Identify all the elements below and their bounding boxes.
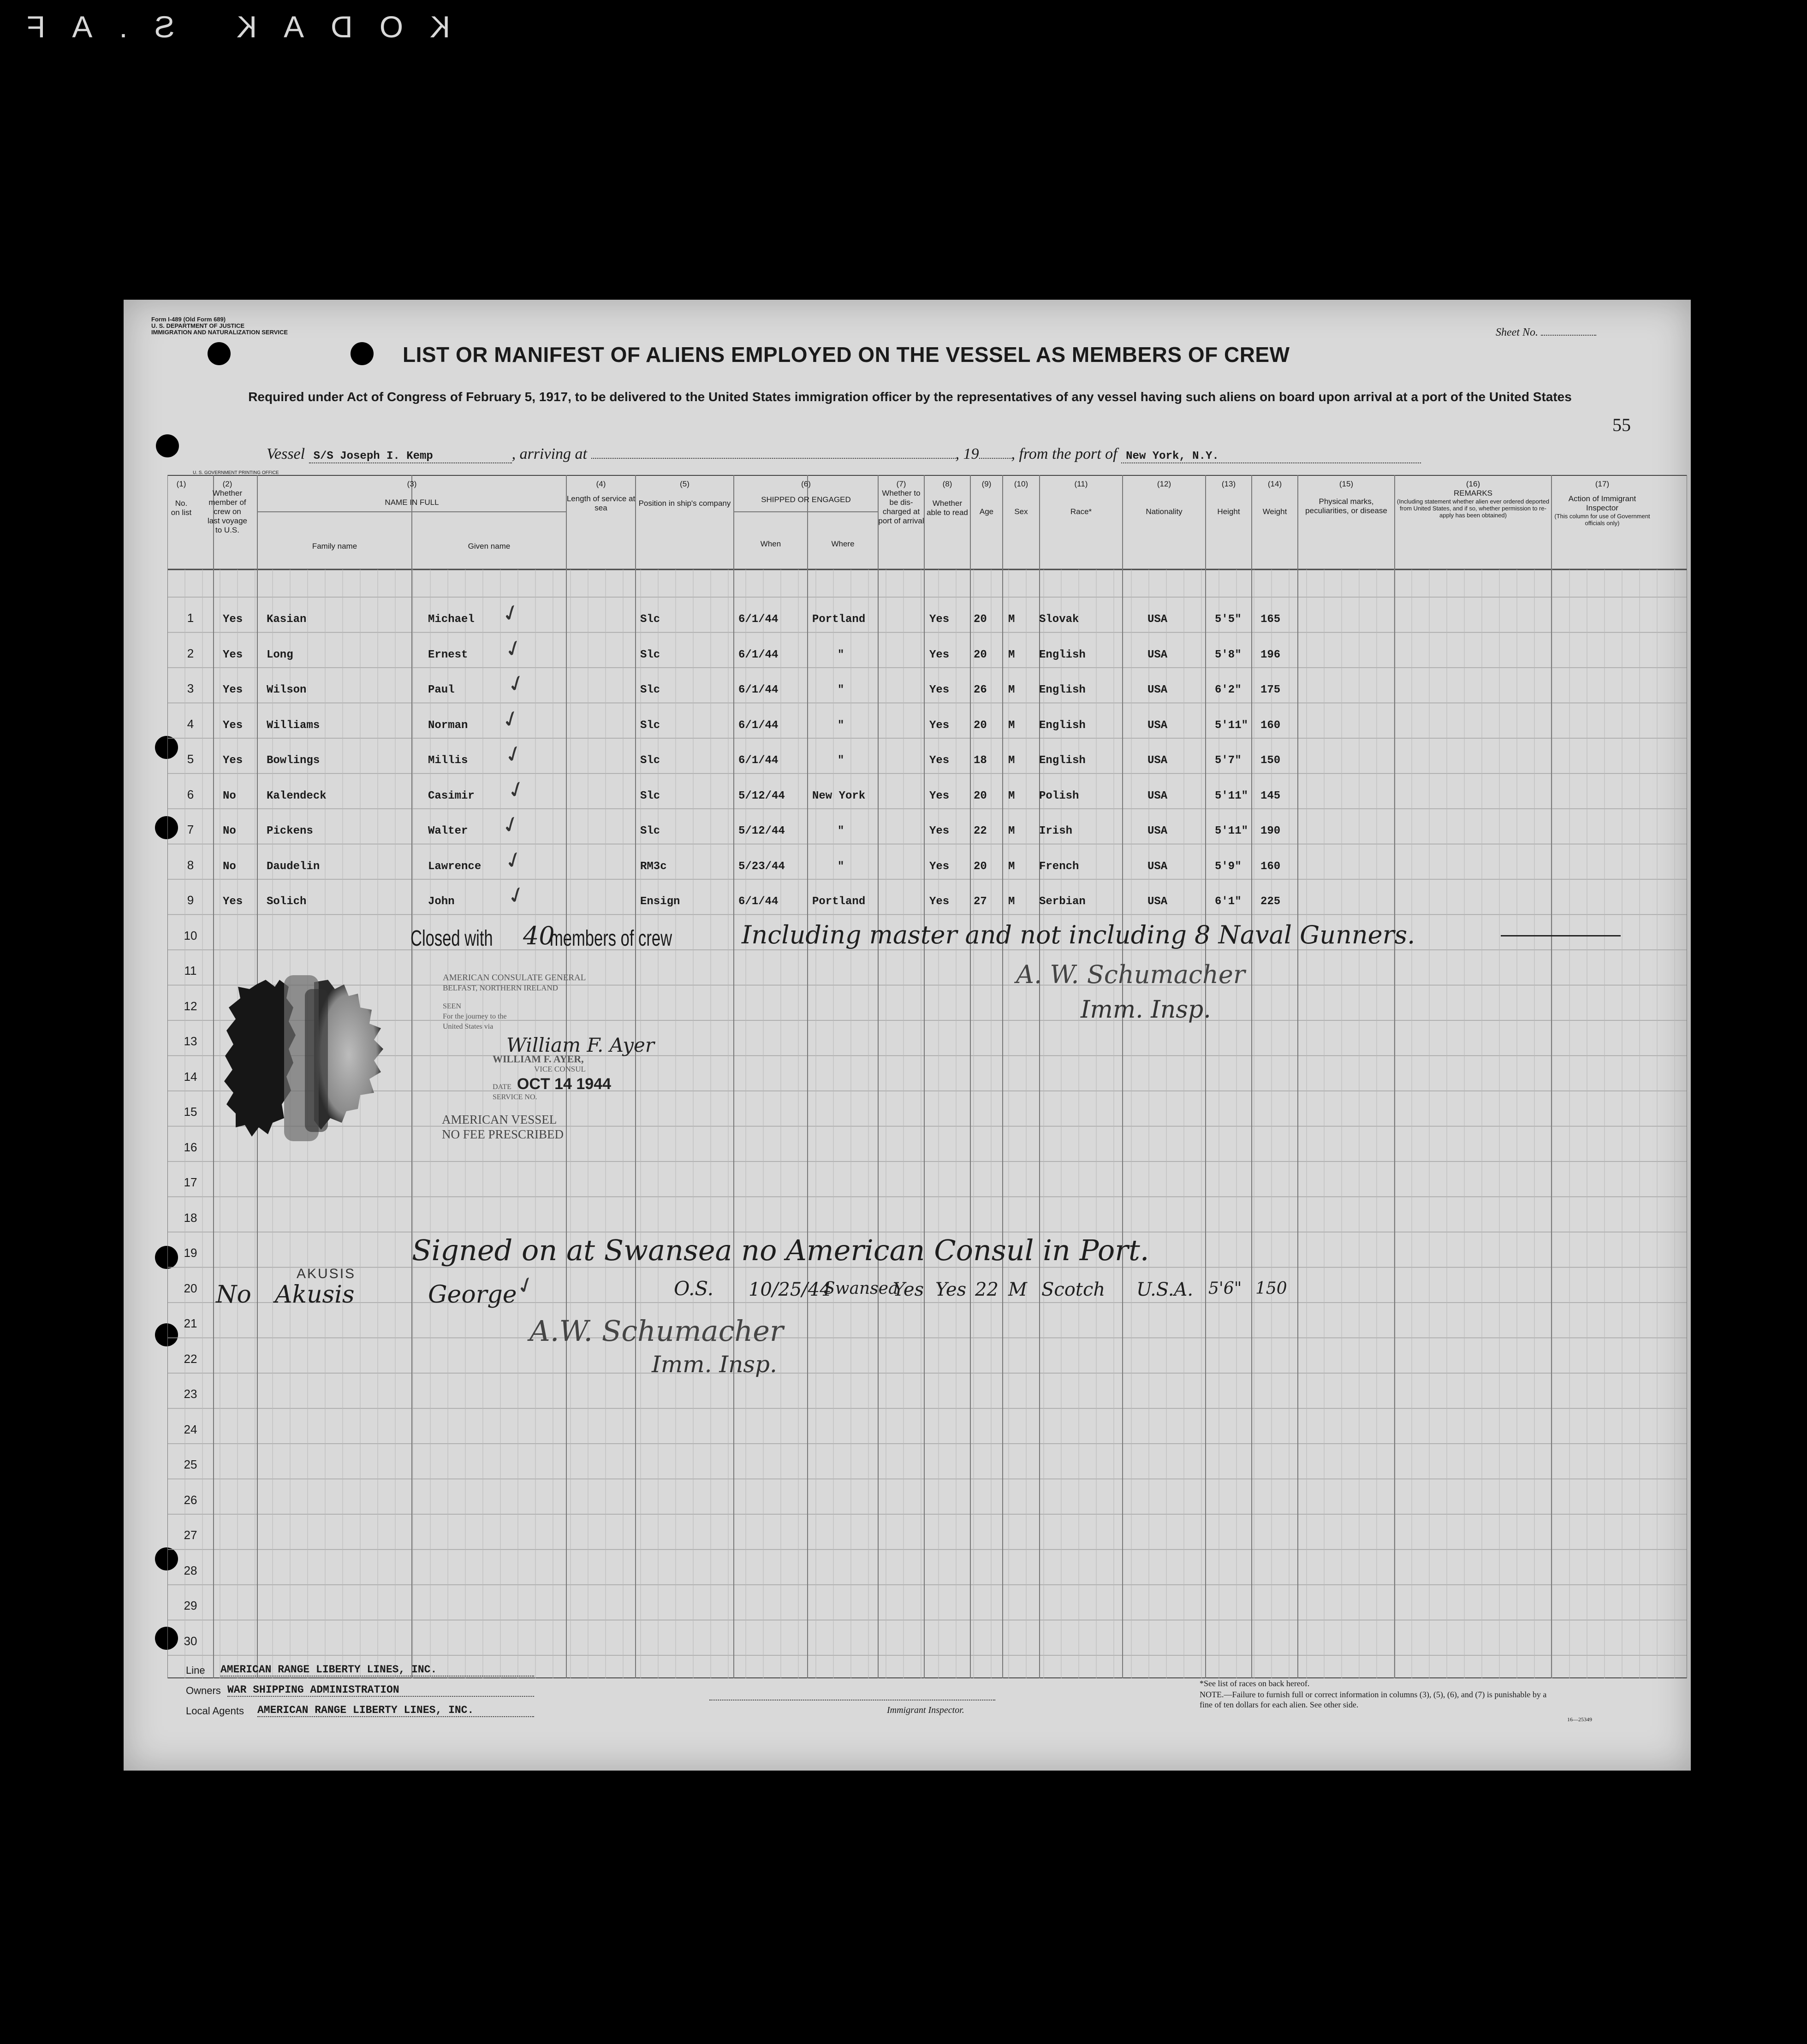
col-label: Age: [979, 507, 994, 516]
crew-height-cell: 5'11": [1215, 825, 1248, 837]
crew-height-cell: 5'8": [1215, 648, 1242, 661]
row-number: 24: [184, 1422, 197, 1436]
col-number: (4): [596, 480, 606, 488]
crew-sex-cell: M: [1008, 648, 1015, 661]
crew-position-cell: Slc: [640, 825, 660, 837]
crew-race-cell: Irish: [1039, 825, 1073, 837]
added-entry-age: 22: [975, 1279, 999, 1300]
crew-given-cell: Ernest: [428, 648, 468, 661]
col-17-header: [1551, 480, 1653, 527]
crew-sex-cell: M: [1008, 684, 1015, 696]
crew-family-cell: Kasian: [267, 613, 307, 626]
row-number: 17: [184, 1175, 197, 1189]
form-code: 16—25349: [1567, 1716, 1592, 1723]
stamp-date-label: DATE: [493, 1083, 511, 1091]
crew-read-cell: Yes: [929, 613, 950, 626]
col-14-header: [1252, 480, 1298, 516]
closing-stamp-text-2: members of crew: [550, 926, 672, 951]
added-entry-where: Swansea: [824, 1279, 898, 1298]
crew-age-cell: 22: [974, 825, 987, 837]
added-entry-read: Yes: [935, 1279, 967, 1300]
crew-read-cell: Yes: [929, 860, 950, 873]
crew-weight-cell: 145: [1260, 789, 1281, 802]
col-number: (10): [1014, 480, 1028, 488]
crew-weight-cell: 225: [1260, 895, 1281, 908]
col-label: No. on list: [171, 499, 192, 517]
added-entry-position: O.S.: [674, 1277, 713, 1300]
row-number: 16: [184, 1140, 197, 1154]
added-entry-prev-voyage: No: [216, 1281, 251, 1309]
row-number: 19: [184, 1246, 197, 1260]
owners-value: WAR SHIPPING ADMINISTRATION: [227, 1684, 534, 1697]
col-number: (7): [896, 480, 906, 488]
checkmark-icon: ✓: [503, 880, 530, 911]
crew-prev-cell: Yes: [223, 719, 243, 732]
closing-dash-line: [1501, 935, 1621, 936]
crew-weight-cell: 160: [1260, 860, 1281, 873]
crew-position-cell: Ensign: [640, 895, 680, 908]
page-number: 55: [1612, 415, 1631, 435]
sheet-number-label: Sheet No.: [1496, 326, 1538, 338]
checkmark-icon: ✓: [500, 633, 527, 664]
col-number: (12): [1157, 480, 1171, 488]
row-number: 5: [187, 752, 194, 766]
vice-consul-signature: William F. Ayer: [506, 1034, 654, 1056]
row-number: 23: [184, 1387, 197, 1401]
crew-age-cell: 20: [974, 719, 987, 732]
crew-nat-cell: USA: [1147, 613, 1168, 626]
crew-prev-cell: Yes: [223, 895, 243, 908]
col-8-header: [924, 480, 970, 517]
col-number: (14): [1267, 480, 1282, 488]
crew-where-cell: ": [838, 719, 844, 732]
crew-nat-cell: USA: [1147, 754, 1168, 767]
crew-read-cell: Yes: [929, 825, 950, 837]
stamp-service-no: SERVICE NO.: [493, 1093, 537, 1101]
crew-nat-cell: USA: [1147, 825, 1168, 837]
embossed-seal: [220, 971, 413, 1146]
crew-given-cell: Norman: [428, 719, 468, 732]
row-number: 6: [187, 787, 194, 801]
crew-when-cell: 6/1/44: [738, 754, 779, 767]
row-number: 3: [187, 681, 194, 695]
row-number: 8: [187, 858, 194, 872]
crew-where-cell: ": [838, 684, 844, 696]
races-note: *See list of races on back hereof.: [1200, 1679, 1310, 1688]
col-label: Nationality: [1146, 507, 1183, 516]
family-name-header: Family name: [312, 542, 357, 551]
crew-given-cell: Paul: [428, 684, 455, 696]
row-number: 11: [184, 964, 197, 978]
year-label: , 19: [955, 445, 979, 462]
col-number: (16): [1466, 480, 1480, 488]
col-number: (13): [1221, 480, 1236, 488]
crew-age-cell: 18: [974, 754, 987, 767]
crew-position-cell: Slc: [640, 719, 660, 732]
row-number: 28: [184, 1563, 197, 1577]
col-3-header: [257, 480, 566, 507]
col-label: Length of service at sea: [566, 494, 636, 512]
crew-age-cell: 20: [974, 648, 987, 661]
sheet-number: [1496, 326, 1596, 339]
row-number: 13: [184, 1034, 197, 1048]
manifest-sheet: [124, 300, 1691, 1771]
form-id-line: U. S. DEPARTMENT OF JUSTICE: [151, 322, 244, 329]
crew-height-cell: 6'1": [1215, 895, 1242, 908]
col-number: (3): [407, 480, 417, 488]
crew-family-cell: Daudelin: [267, 860, 320, 873]
consulate-stamp-line: BELFAST, NORTHERN IRELAND: [443, 983, 559, 992]
vice-consul-stamp: [493, 1054, 586, 1074]
crew-sex-cell: M: [1008, 860, 1015, 873]
row-number: 4: [187, 717, 194, 731]
consulate-stamp-via: United States via: [443, 1023, 493, 1031]
crew-where-cell: ": [838, 754, 844, 767]
crew-given-cell: Michael: [428, 613, 475, 626]
col-5-header: [636, 480, 734, 508]
col-label: Whether member of crew on last voyage to U.S.: [208, 489, 247, 534]
form-identifier: [151, 316, 288, 336]
crew-position-cell: Slc: [640, 648, 660, 661]
added-entry-signature: A.W. Schumacher: [529, 1314, 784, 1348]
from-port-label: , from the port of: [1011, 445, 1117, 462]
crew-family-cell: Long: [267, 648, 293, 661]
crew-prev-cell: Yes: [223, 684, 243, 696]
added-entry-note: Signed on at Swansea no American Consul in Port.: [412, 1233, 1149, 1267]
line-value: AMERICAN RANGE LIBERTY LINES, INC.: [220, 1664, 534, 1677]
col-9-header: [970, 480, 1003, 516]
added-entry-weight: 150: [1255, 1279, 1287, 1298]
crew-family-cell: Wilson: [267, 684, 307, 696]
checkmark-icon: ✓: [500, 845, 527, 876]
checkmark-icon: ✓: [503, 774, 530, 805]
added-entry-height: 5'6": [1208, 1279, 1242, 1298]
col-label: NAME IN FULL: [385, 498, 439, 507]
col-number: (17): [1595, 480, 1610, 488]
crew-weight-cell: 190: [1260, 825, 1281, 837]
col-label: Race*: [1070, 507, 1092, 516]
crew-nat-cell: USA: [1147, 789, 1168, 802]
form-id-line: Form I-489 (Old Form 689): [151, 316, 226, 323]
crew-race-cell: English: [1039, 754, 1086, 767]
crew-read-cell: Yes: [929, 719, 950, 732]
row-number: 26: [184, 1493, 197, 1507]
no-fee-text: NO FEE PRESCRIBED: [442, 1127, 564, 1141]
col-sublabel: (Including statement whether alien ever ordered deported from United States, and if so, whether permission to re-apply has been obtained): [1397, 498, 1550, 519]
crew-where-cell: ": [838, 860, 844, 873]
crew-when-cell: 6/1/44: [738, 719, 779, 732]
added-entry-family-print: AKUSIS: [297, 1266, 356, 1281]
crew-age-cell: 20: [974, 613, 987, 626]
crew-nat-cell: USA: [1147, 895, 1168, 908]
agents-label: Local Agents: [186, 1705, 244, 1717]
col-12-header: [1123, 480, 1206, 516]
crew-prev-cell: No: [223, 825, 236, 837]
crew-position-cell: RM3c: [640, 860, 667, 873]
crew-read-cell: Yes: [929, 684, 950, 696]
col-label: Weight: [1262, 507, 1287, 516]
vice-consul-name: WILLIAM F. AYER,: [493, 1053, 584, 1065]
col-6-header: [734, 480, 878, 504]
agents-value: AMERICAN RANGE LIBERTY LINES, INC.: [257, 1704, 534, 1717]
row-number: 18: [184, 1210, 197, 1225]
crew-prev-cell: Yes: [223, 613, 243, 626]
line-label: Line: [186, 1665, 205, 1676]
row-number: 22: [184, 1351, 197, 1366]
consulate-stamp-journey: For the journey to the: [443, 1013, 507, 1020]
crew-race-cell: English: [1039, 648, 1086, 661]
crew-sex-cell: M: [1008, 754, 1015, 767]
crew-height-cell: 6'2": [1215, 684, 1242, 696]
vessel-name: S/S Joseph I. Kemp: [309, 450, 512, 463]
added-entry-nationality: U.S.A.: [1136, 1279, 1194, 1300]
crew-height-cell: 5'5": [1215, 613, 1242, 626]
closing-crew-count: 40: [523, 921, 555, 950]
col-number: (5): [680, 480, 690, 488]
row-number: 10: [184, 928, 197, 942]
col-label: Sex: [1014, 507, 1028, 516]
crew-sex-cell: M: [1008, 613, 1015, 626]
vessel-label: Vessel: [267, 445, 305, 462]
crew-nat-cell: USA: [1147, 860, 1168, 873]
crew-prev-cell: Yes: [223, 648, 243, 661]
printing-note: U. S. GOVERNMENT PRINTING OFFICE: [193, 470, 279, 475]
closing-handwritten-note: Including master and not including 8 Naval Gunners.: [742, 920, 1415, 949]
row-number: 9: [187, 893, 194, 907]
col-number: (11): [1074, 480, 1088, 488]
crew-where-cell: Portland: [812, 895, 866, 908]
crew-when-cell: 5/12/44: [738, 789, 785, 802]
col-1-header: [170, 480, 193, 517]
vessel-line: [267, 445, 1421, 463]
row-number: 27: [184, 1528, 197, 1542]
col-number: (8): [942, 480, 952, 488]
checkmark-icon: ✓: [498, 704, 524, 735]
checkmark-icon: ✓: [503, 668, 530, 699]
where-header: Where: [831, 539, 855, 548]
given-name-header: Given name: [468, 542, 511, 551]
stamp-date-block: [493, 1075, 612, 1102]
form-subtitle: Required under Act of Congress of February 5, 1917, to be delivered to the United States immigration officer by the representatives of any vessel having such aliens on board upon arrival at a port of the United States: [248, 390, 1572, 404]
crew-weight-cell: 196: [1260, 648, 1281, 661]
checkmark-icon: ✓: [512, 1270, 539, 1301]
row-number: 14: [184, 1069, 197, 1084]
col-7-header: [878, 480, 924, 526]
crew-height-cell: 5'11": [1215, 789, 1248, 802]
crew-prev-cell: No: [223, 789, 236, 802]
crew-weight-cell: 150: [1260, 754, 1281, 767]
row-number: 25: [184, 1457, 197, 1471]
crew-where-cell: Portland: [812, 613, 866, 626]
added-entry-race: Scotch: [1041, 1279, 1106, 1300]
crew-sex-cell: M: [1008, 895, 1015, 908]
crew-position-cell: Slc: [640, 754, 660, 767]
crew-sex-cell: M: [1008, 789, 1015, 802]
col-label: Whether to be dis-charged at port of arrival: [878, 489, 924, 525]
crew-sex-cell: M: [1008, 825, 1015, 837]
vice-consul-title: VICE CONSUL: [534, 1065, 586, 1073]
american-vessel-text: AMERICAN VESSEL: [442, 1113, 557, 1126]
col-sublabel: (This column for use of Government officials only): [1554, 513, 1650, 527]
row-number: 7: [187, 823, 194, 836]
crew-given-cell: Walter: [428, 825, 468, 837]
crew-family-cell: Williams: [267, 719, 320, 732]
closing-stamp-text: Closed with: [410, 926, 493, 951]
crew-height-cell: 5'9": [1215, 860, 1242, 873]
consulate-stamp-line: AMERICAN CONSULATE GENERAL: [443, 973, 586, 983]
crew-nat-cell: USA: [1147, 719, 1168, 732]
checkmark-icon: ✓: [498, 598, 524, 629]
consulate-stamp: [443, 973, 586, 1032]
punch-hole: [208, 342, 231, 365]
added-entry-discharge: Yes: [893, 1279, 924, 1300]
crew-race-cell: English: [1039, 719, 1086, 732]
row-number: 21: [184, 1316, 197, 1330]
crew-age-cell: 20: [974, 789, 987, 802]
crew-race-cell: Serbian: [1039, 895, 1086, 908]
crew-where-cell: ": [838, 648, 844, 661]
col-number: (2): [222, 480, 232, 488]
row-number: 1: [187, 611, 194, 625]
col-15-header: [1298, 480, 1395, 515]
added-entry-given: George: [428, 1281, 517, 1309]
row-number: 15: [184, 1105, 197, 1119]
checkmark-icon: ✓: [498, 809, 524, 841]
col-4-header: [566, 480, 636, 513]
crew-read-cell: Yes: [929, 754, 950, 767]
crew-when-cell: 6/1/44: [738, 648, 779, 661]
crew-weight-cell: 175: [1260, 684, 1281, 696]
crew-age-cell: 26: [974, 684, 987, 696]
crew-when-cell: 5/12/44: [738, 825, 785, 837]
row-number: 12: [184, 999, 197, 1013]
crew-position-cell: Slc: [640, 789, 660, 802]
closing-signature: A. W. Schumacher: [1016, 960, 1245, 989]
col-2-header: [207, 480, 248, 535]
crew-height-cell: 5'7": [1215, 754, 1242, 767]
inspector-label: Immigrant Inspector.: [887, 1705, 964, 1715]
added-entry-family: Akusis: [275, 1281, 355, 1309]
crew-when-cell: 6/1/44: [738, 613, 779, 626]
crew-family-cell: Solich: [267, 895, 307, 908]
crew-family-cell: Bowlings: [267, 754, 320, 767]
penalty-note: NOTE.—Failure to furnish full or correct information in columns (3), (5), (6), and (7) is punishable by a fine of ten dollars for each alien. See other side.: [1200, 1690, 1547, 1709]
crew-where-cell: New York: [812, 789, 866, 802]
col-label: SHIPPED OR ENGAGED: [761, 495, 851, 504]
crew-when-cell: 6/1/44: [738, 895, 779, 908]
form-id-line: IMMIGRATION AND NATURALIZATION SERVICE: [151, 329, 288, 336]
added-entry-sex: M: [1008, 1279, 1027, 1300]
crew-sex-cell: M: [1008, 719, 1015, 732]
crew-given-cell: Lawrence: [428, 860, 481, 873]
crew-given-cell: Casimir: [428, 789, 475, 802]
film-edge-marking: [0, 0, 600, 51]
col-label: REMARKS: [1453, 489, 1493, 498]
when-header: When: [760, 539, 781, 548]
col-label: Action of Immigrant Inspector: [1568, 494, 1636, 512]
crew-height-cell: 5'11": [1215, 719, 1248, 732]
closing-inspector-title: Imm. Insp.: [1081, 996, 1211, 1024]
col-label: Height: [1217, 507, 1240, 516]
col-number: (15): [1339, 480, 1354, 488]
consulate-stamp-seen: SEEN: [443, 1002, 461, 1010]
crew-nat-cell: USA: [1147, 648, 1168, 661]
crew-position-cell: Slc: [640, 613, 660, 626]
crew-age-cell: 27: [974, 895, 987, 908]
american-vessel-stamp: [442, 1112, 564, 1142]
crew-weight-cell: 160: [1260, 719, 1281, 732]
crew-read-cell: Yes: [929, 789, 950, 802]
crew-prev-cell: No: [223, 860, 236, 873]
crew-race-cell: Polish: [1039, 789, 1079, 802]
row-number: 2: [187, 646, 194, 660]
col-label: Position in ship's company: [638, 499, 731, 508]
added-entry-when: 10/25/44: [749, 1279, 832, 1300]
crew-nat-cell: USA: [1147, 684, 1168, 696]
crew-read-cell: Yes: [929, 895, 950, 908]
crew-family-cell: Pickens: [267, 825, 313, 837]
crew-race-cell: French: [1039, 860, 1079, 873]
crew-position-cell: Slc: [640, 684, 660, 696]
crew-when-cell: 6/1/44: [738, 684, 779, 696]
film-edge-text: KODAK S.AF: [0, 10, 451, 44]
form-title: LIST OR MANIFEST OF ALIENS EMPLOYED ON THE VESSEL AS MEMBERS OF CREW: [403, 343, 1290, 367]
crew-given-cell: Millis: [428, 754, 468, 767]
from-port-value: New York, N.Y.: [1121, 450, 1421, 463]
crew-prev-cell: Yes: [223, 754, 243, 767]
crew-age-cell: 20: [974, 860, 987, 873]
punch-hole: [351, 342, 374, 365]
added-entry-inspector-title: Imm. Insp.: [652, 1351, 777, 1378]
row-number: 30: [184, 1634, 197, 1648]
owners-label: Owners: [186, 1685, 221, 1696]
col-11-header: [1040, 480, 1123, 516]
crew-race-cell: English: [1039, 684, 1086, 696]
col-16-header: [1395, 480, 1551, 519]
crew-race-cell: Slovak: [1039, 613, 1079, 626]
crew-weight-cell: 165: [1260, 613, 1281, 626]
crew-given-cell: John: [428, 895, 455, 908]
crew-where-cell: ": [838, 825, 844, 837]
crew-family-cell: Kalendeck: [267, 789, 327, 802]
col-number: (6): [801, 480, 811, 488]
col-number: (1): [176, 480, 186, 488]
col-label: Whether able to read: [927, 499, 968, 517]
col-13-header: [1206, 480, 1252, 516]
checkmark-icon: ✓: [500, 739, 527, 770]
row-number: 20: [184, 1281, 197, 1295]
punch-hole: [156, 434, 179, 457]
crew-when-cell: 5/23/44: [738, 860, 785, 873]
col-label: Physical marks, peculiarities, or disease: [1305, 497, 1387, 515]
col-number: (9): [981, 480, 992, 488]
arriving-label: , arriving at: [511, 445, 587, 462]
stamp-date-value: OCT 14 1944: [517, 1075, 612, 1093]
row-number: 29: [184, 1599, 197, 1612]
crew-read-cell: Yes: [929, 648, 950, 661]
col-10-header: [1003, 480, 1040, 516]
